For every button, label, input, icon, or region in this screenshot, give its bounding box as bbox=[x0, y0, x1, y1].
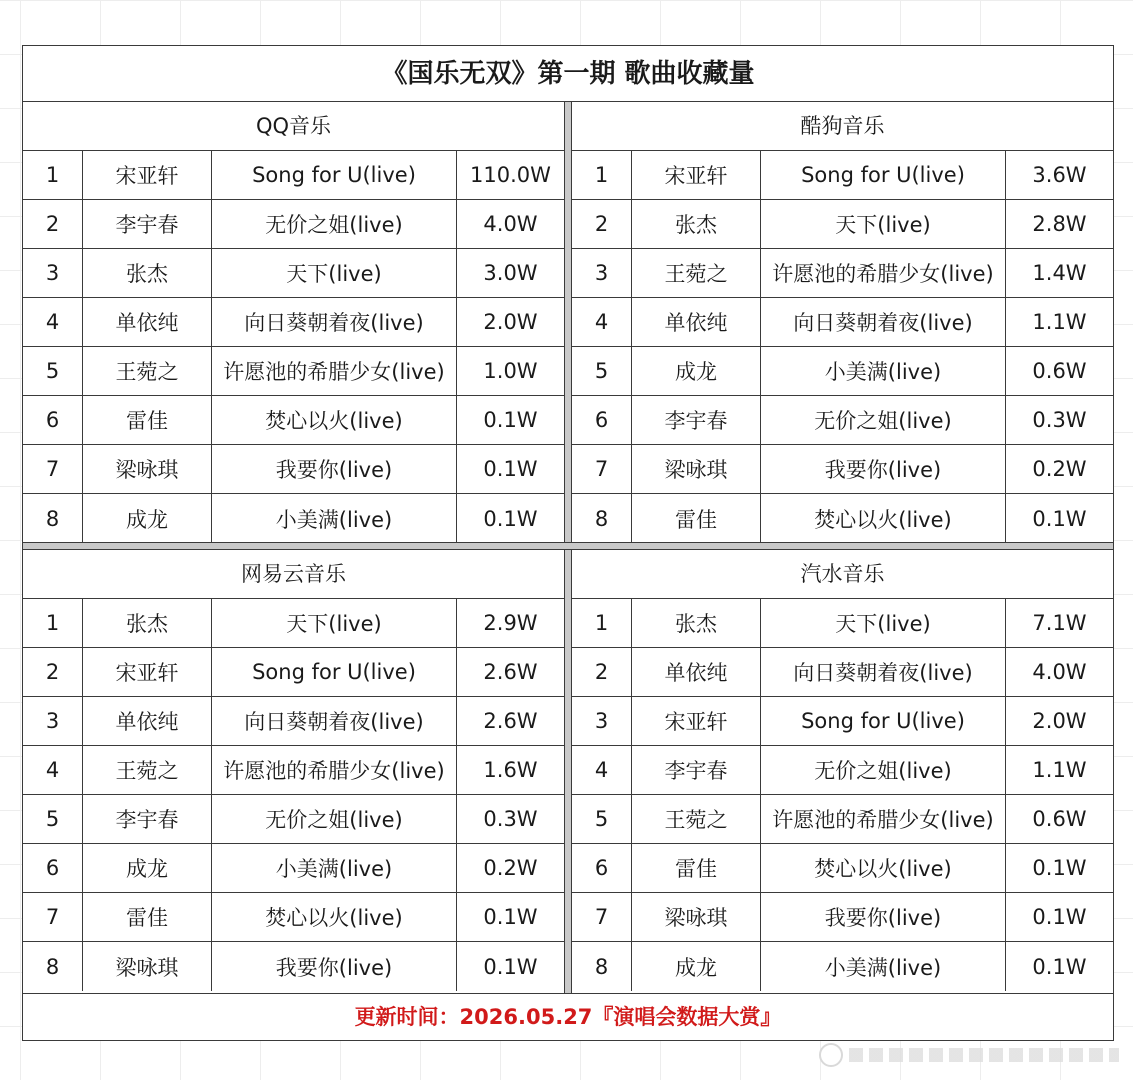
favorites-count-cell: 4.0W bbox=[483, 212, 538, 236]
panel-header: 汽水音乐 bbox=[572, 550, 1113, 599]
artist-cell: 雷佳 bbox=[83, 396, 212, 444]
table-row bbox=[572, 795, 1113, 844]
song-cell: 向日葵朝着夜(live) bbox=[761, 648, 1006, 696]
artist-cell: 张杰 bbox=[632, 599, 761, 647]
artist-cell: 单依纯 bbox=[632, 298, 761, 346]
song-cell: 天下(live) bbox=[212, 249, 457, 297]
artist-cell: 李宇春 bbox=[632, 746, 761, 794]
song-cell: 小美满(live) bbox=[761, 347, 1006, 395]
song-cell: 焚心以火(live) bbox=[212, 893, 457, 941]
table-row bbox=[572, 445, 1113, 494]
rank-cell: 1 bbox=[23, 151, 83, 199]
table-row bbox=[23, 942, 564, 991]
artist-cell: 宋亚轩 bbox=[632, 697, 761, 745]
favorites-count-cell: 0.1W bbox=[483, 408, 538, 432]
favorites-count-cell: 0.1W bbox=[483, 457, 538, 481]
rank-cell: 7 bbox=[572, 893, 632, 941]
artist-cell: 单依纯 bbox=[83, 298, 212, 346]
rank-cell: 2 bbox=[572, 200, 632, 248]
table-row bbox=[572, 648, 1113, 697]
table-row bbox=[23, 249, 564, 298]
table-row bbox=[572, 893, 1113, 942]
song-cell: 我要你(live) bbox=[212, 942, 457, 991]
panel-header: QQ音乐 bbox=[23, 102, 564, 151]
artist-cell: 梁咏琪 bbox=[632, 893, 761, 941]
table-row bbox=[572, 599, 1113, 648]
table-row bbox=[23, 200, 564, 249]
song-cell: 小美满(live) bbox=[761, 942, 1006, 991]
song-cell: 小美满(live) bbox=[212, 494, 457, 543]
song-cell: 天下(live) bbox=[761, 599, 1006, 647]
favorites-count-cell: 2.6W bbox=[483, 709, 538, 733]
rank-cell: 6 bbox=[23, 396, 83, 444]
table-row bbox=[572, 942, 1113, 991]
favorites-count-cell: 1.1W bbox=[1032, 758, 1087, 782]
update-time-footer: 更新时间：2026.05.27『演唱会数据大赏』 bbox=[23, 993, 1113, 1040]
rank-cell: 7 bbox=[572, 445, 632, 493]
song-cell: 焚心以火(live) bbox=[212, 396, 457, 444]
favorites-count-cell: 2.0W bbox=[483, 310, 538, 334]
favorites-count-cell: 2.6W bbox=[483, 660, 538, 684]
table-row bbox=[572, 494, 1113, 543]
table-row bbox=[23, 795, 564, 844]
song-cell: Song for U(live) bbox=[212, 151, 457, 199]
table-row bbox=[572, 347, 1113, 396]
artist-cell: 成龙 bbox=[632, 942, 761, 991]
rank-cell: 4 bbox=[572, 746, 632, 794]
rank-cell: 7 bbox=[23, 445, 83, 493]
panel-header: 网易云音乐 bbox=[23, 550, 564, 599]
table-row bbox=[23, 893, 564, 942]
artist-cell: 王菀之 bbox=[632, 249, 761, 297]
rank-cell: 1 bbox=[572, 599, 632, 647]
song-cell: 许愿池的希腊少女(live) bbox=[761, 795, 1006, 843]
rank-cell: 1 bbox=[23, 599, 83, 647]
table-row bbox=[572, 396, 1113, 445]
song-cell: 小美满(live) bbox=[212, 844, 457, 892]
artist-cell: 成龙 bbox=[83, 844, 212, 892]
rank-cell: 3 bbox=[23, 249, 83, 297]
rank-cell: 1 bbox=[572, 151, 632, 199]
ranking-table bbox=[23, 151, 564, 543]
favorites-count-cell: 3.6W bbox=[1032, 163, 1087, 187]
song-cell: 无价之姐(live) bbox=[212, 795, 457, 843]
song-cell: 无价之姐(live) bbox=[212, 200, 457, 248]
table-row bbox=[23, 396, 564, 445]
table-row bbox=[572, 200, 1113, 249]
favorites-count-cell: 2.9W bbox=[483, 611, 538, 635]
favorites-count-cell: 0.1W bbox=[483, 905, 538, 929]
artist-cell: 雷佳 bbox=[632, 494, 761, 543]
artist-cell: 李宇春 bbox=[83, 200, 212, 248]
artist-cell: 梁咏琪 bbox=[83, 445, 212, 493]
sheet-title: 《国乐无双》第一期 歌曲收藏量 bbox=[23, 46, 1113, 102]
artist-cell: 单依纯 bbox=[83, 697, 212, 745]
favorites-count-cell: 3.0W bbox=[483, 261, 538, 285]
song-cell: 天下(live) bbox=[761, 200, 1006, 248]
artist-cell: 王菀之 bbox=[83, 347, 212, 395]
favorites-count-cell: 0.6W bbox=[1032, 807, 1087, 831]
favorites-count-cell: 1.6W bbox=[483, 758, 538, 782]
table-row bbox=[572, 298, 1113, 347]
artist-cell: 李宇春 bbox=[83, 795, 212, 843]
table-row bbox=[23, 599, 564, 648]
artist-cell: 雷佳 bbox=[83, 893, 212, 941]
rank-cell: 3 bbox=[572, 249, 632, 297]
song-cell: 我要你(live) bbox=[761, 445, 1006, 493]
favorites-count-cell: 7.1W bbox=[1032, 611, 1087, 635]
artist-cell: 张杰 bbox=[83, 249, 212, 297]
watermark-text-blur bbox=[849, 1048, 1119, 1062]
song-cell: Song for U(live) bbox=[761, 151, 1006, 199]
artist-cell: 宋亚轩 bbox=[83, 648, 212, 696]
song-cell: 天下(live) bbox=[212, 599, 457, 647]
artist-cell: 梁咏琪 bbox=[632, 445, 761, 493]
favorites-count-cell: 0.2W bbox=[483, 856, 538, 880]
favorites-count-cell: 0.1W bbox=[1032, 506, 1087, 531]
favorites-count-cell: 0.1W bbox=[1032, 905, 1087, 929]
favorites-count-cell: 0.1W bbox=[483, 506, 538, 531]
ranking-table bbox=[23, 599, 564, 991]
artist-cell: 单依纯 bbox=[632, 648, 761, 696]
horizontal-divider bbox=[23, 542, 1113, 550]
artist-cell: 张杰 bbox=[632, 200, 761, 248]
table-row bbox=[23, 697, 564, 746]
rank-cell: 4 bbox=[23, 746, 83, 794]
favorites-count-cell: 0.2W bbox=[1032, 457, 1087, 481]
rank-cell: 6 bbox=[23, 844, 83, 892]
favorites-count-cell: 0.1W bbox=[1032, 954, 1087, 979]
table-row bbox=[23, 494, 564, 543]
artist-cell: 李宇春 bbox=[632, 396, 761, 444]
song-cell: 许愿池的希腊少女(live) bbox=[212, 347, 457, 395]
rank-cell: 3 bbox=[23, 697, 83, 745]
rank-cell: 2 bbox=[572, 648, 632, 696]
panel-header: 酷狗音乐 bbox=[572, 102, 1113, 151]
song-cell: 我要你(live) bbox=[761, 893, 1006, 941]
table-row bbox=[23, 844, 564, 893]
rank-cell: 5 bbox=[23, 795, 83, 843]
song-cell: 无价之姐(live) bbox=[761, 396, 1006, 444]
table-row bbox=[572, 249, 1113, 298]
rank-cell: 8 bbox=[23, 942, 83, 991]
song-cell: 许愿池的希腊少女(live) bbox=[761, 249, 1006, 297]
rank-cell: 4 bbox=[572, 298, 632, 346]
rank-cell: 8 bbox=[23, 494, 83, 543]
favorites-count-cell: 0.3W bbox=[1032, 408, 1087, 432]
rank-cell: 2 bbox=[23, 648, 83, 696]
favorites-count-cell: 1.4W bbox=[1032, 261, 1087, 285]
song-cell: Song for U(live) bbox=[761, 697, 1006, 745]
rank-cell: 8 bbox=[572, 494, 632, 543]
favorites-count-cell: 0.3W bbox=[483, 807, 538, 831]
table-row bbox=[23, 445, 564, 494]
song-cell: 我要你(live) bbox=[212, 445, 457, 493]
panel-qq-music bbox=[23, 102, 564, 542]
watermark-logo-icon bbox=[819, 1043, 843, 1067]
song-cell: 向日葵朝着夜(live) bbox=[212, 298, 457, 346]
favorites-count-cell: 1.0W bbox=[483, 359, 538, 383]
song-cell: Song for U(live) bbox=[212, 648, 457, 696]
favorites-count-cell: 2.0W bbox=[1032, 709, 1087, 733]
panel-kugou-music bbox=[572, 102, 1113, 542]
favorites-count-cell: 0.1W bbox=[483, 954, 538, 979]
rank-cell: 5 bbox=[572, 347, 632, 395]
artist-cell: 王菀之 bbox=[83, 746, 212, 794]
favorites-count-cell: 0.6W bbox=[1032, 359, 1087, 383]
rank-cell: 7 bbox=[23, 893, 83, 941]
artist-cell: 梁咏琪 bbox=[83, 942, 212, 991]
rank-cell: 2 bbox=[23, 200, 83, 248]
artist-cell: 王菀之 bbox=[632, 795, 761, 843]
rank-cell: 8 bbox=[572, 942, 632, 991]
song-cell: 焚心以火(live) bbox=[761, 844, 1006, 892]
rank-cell: 6 bbox=[572, 844, 632, 892]
table-row bbox=[23, 298, 564, 347]
table-row bbox=[572, 844, 1113, 893]
rank-cell: 3 bbox=[572, 697, 632, 745]
ranking-table bbox=[572, 151, 1113, 543]
data-sheet bbox=[22, 45, 1114, 1041]
song-cell: 许愿池的希腊少女(live) bbox=[212, 746, 457, 794]
table-row bbox=[572, 151, 1113, 200]
table-row bbox=[23, 648, 564, 697]
artist-cell: 宋亚轩 bbox=[632, 151, 761, 199]
favorites-count-cell: 4.0W bbox=[1032, 660, 1087, 684]
favorites-count-cell: 1.1W bbox=[1032, 310, 1087, 334]
favorites-count-cell: 2.8W bbox=[1032, 212, 1087, 236]
artist-cell: 雷佳 bbox=[632, 844, 761, 892]
favorites-count-cell: 110.0W bbox=[470, 163, 551, 187]
ranking-table bbox=[572, 599, 1113, 991]
watermark bbox=[819, 1042, 1119, 1068]
table-row bbox=[23, 347, 564, 396]
table-row bbox=[572, 746, 1113, 795]
table-row bbox=[23, 746, 564, 795]
panel-netease-music bbox=[23, 550, 564, 993]
song-cell: 焚心以火(live) bbox=[761, 494, 1006, 543]
rank-cell: 5 bbox=[572, 795, 632, 843]
song-cell: 向日葵朝着夜(live) bbox=[761, 298, 1006, 346]
rank-cell: 6 bbox=[572, 396, 632, 444]
artist-cell: 宋亚轩 bbox=[83, 151, 212, 199]
rank-cell: 5 bbox=[23, 347, 83, 395]
artist-cell: 成龙 bbox=[632, 347, 761, 395]
rank-cell: 4 bbox=[23, 298, 83, 346]
song-cell: 无价之姐(live) bbox=[761, 746, 1006, 794]
artist-cell: 成龙 bbox=[83, 494, 212, 543]
song-cell: 向日葵朝着夜(live) bbox=[212, 697, 457, 745]
table-row bbox=[23, 151, 564, 200]
favorites-count-cell: 0.1W bbox=[1032, 856, 1087, 880]
panel-qishui-music bbox=[572, 550, 1113, 993]
table-row bbox=[572, 697, 1113, 746]
artist-cell: 张杰 bbox=[83, 599, 212, 647]
